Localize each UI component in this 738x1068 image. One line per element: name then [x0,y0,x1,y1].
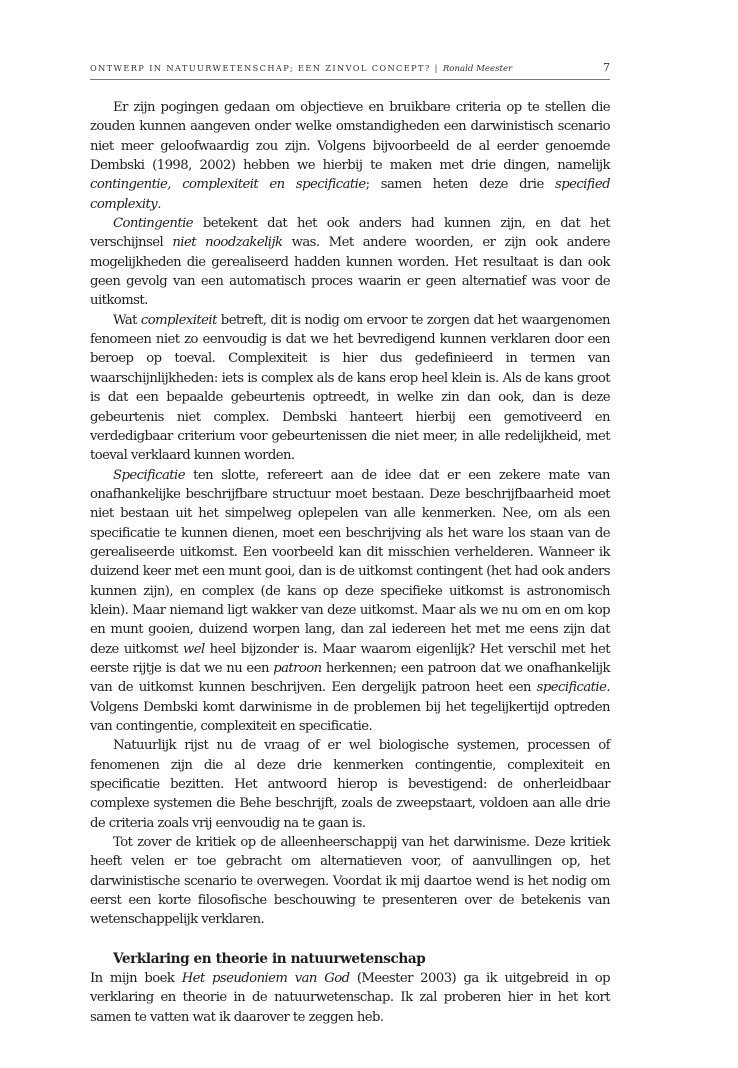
italic-term: Het pseudoniem van God [181,971,350,987]
text-segment: Wat [113,312,141,328]
italic-term: wel [182,641,205,657]
paragraph [90,466,610,737]
text-segment: . Volgens Dembski komt darwinisme in de problemen bij het tegelijkertijd optreden van contingentie, complexiteit en specificatie. [90,680,610,734]
text-segment: In mijn boek [90,971,182,987]
running-head [90,63,610,77]
text-segment: betekent dat het ook anders had kunnen zijn, en dat het verschijnsel [90,216,610,251]
italic-term: specified complexity [90,177,610,212]
running-title: ONTWERP IN NATUURWETENSCHAP; EEN ZINVOL CONCEPT? | [90,63,439,73]
header-rule [90,79,610,80]
text-segment: herkennen; een patroon dat we onafhankelijk van de uitkomst kunnen beschrijven. Een dergelijk patroon heet een [90,660,610,696]
text-segment: ; samen heten deze drie [365,177,555,193]
italic-term: niet noodzakelijk [172,235,283,251]
running-head-author: Ronald Meester [442,64,513,74]
italic-term: contingentie, complexiteit en specificatie [90,177,366,193]
text-segment: . [157,196,161,212]
text-segment: Er zijn pogingen gedaan om objectieve en bruikbare criteria op te stellen die zouden kunnen aangeven onder welke omstandigheden een darwinistisch scenario niet meer geloofwaardig zou zijn. Volgens bijvoorbeeld de al eerder genoemde Dembski (1998, 2002) hebben we hierbij te maken met drie dingen, namelijk [90,100,610,174]
italic-term: specificatie [536,680,607,696]
section-heading: Verklaring en theorie in natuurwetenschap [113,950,426,967]
paragraph [90,98,610,214]
text-segment: heel bijzonder is. Maar waarom eigenlijk? Het verschil met het eerste rijtje is dat we nu een [90,641,610,676]
italic-term: patroon [273,660,322,676]
text-segment: Tot zover de kritiek op de alleenheerschappij van het darwinisme. Deze kritiek heeft velen er toe gebracht om alternatieven voor, of aanvullingen op, het darwinistische scenario te overwegen. Voordat ik mij daartoe wend is het nodig om eerst een korte filosofische beschouwing te presenteren over de betekenis van wetenschappelijk verklaren. [90,835,610,928]
section-paragraph [90,969,610,1027]
italic-term: Contingentie [113,216,193,232]
paragraph [90,214,610,311]
paragraph [90,736,610,833]
italic-term: Specificatie [113,467,185,483]
paragraph [90,311,610,466]
italic-term: complexiteit [140,312,217,328]
body-text [90,98,610,1027]
text-segment: (Meester 2003) ga ik uitgebreid in op verklaring en theorie in de natuurwetenschap. Ik zal proberen hier in het kort samen te vatten wat ik daarover te zeggen heb. [90,971,610,1025]
paragraph [90,833,610,930]
page-number: 7 [603,61,610,74]
text-segment: betreft, dit is nodig om ervoor te zorgen dat het waargenomen fenomeen niet zo eenvoudig is dat we het bevredigend kunnen verklaren door een beroep op toeval. Complexiteit is hier dus gedefinieerd in termen van waarschijnlijkheden: iets is complex als de kans erop heel klein is. Als de kans groot is dat een bepaalde gebeurtenis optreedt, in welke zin dan ook, dan is deze gebeurtenis niet complex. Dembski hanteert hierbij een gemotiveerd en verdedigbaar criterium voor gebeurtenissen die niet meer, in alle redelijkheid, met toeval verklaard kunnen worden. [90,312,610,464]
text-segment: was. Met andere woorden, er zijn ook andere mogelijkheden die gerealiseerd hadden kunnen worden. Het resultaat is dan ook geen gevolg van een automatisch proces waarin er geen alternatief was voor de uitkomst. [90,235,611,309]
text-segment: ten slotte, refereert aan de idee dat er een zekere mate van onafhankelijke beschrijfbare structuur moet bestaan. Deze beschrijfbaarheid moet niet bestaan uit het simpelweg oplepelen van alle kenmerken. Nee, om als een specificatie te kunnen dienen, moet een beschrijving als het ware los staan van de gerealiseerde uitkomst. Een voorbeeld kan dit misschien verhelderen. Wanneer ik duizend keer met een munt gooi, dan is de uitkomst contingent (het had ook anders kunnen zijn), en complex (de kans op deze specifieke uitkomst is astronomisch klein). Maar niemand ligt wakker van deze uitkomst. Maar als we nu om en om kop en munt gooien, duizend worpen lang, dan zal iedereen het met me eens zijn dat deze uitkomst [90,467,610,657]
body-paragraphs [90,98,610,930]
text-segment: Natuurlijk rijst nu de vraag of er wel biologische systemen, processen of fenomenen zijn die al deze drie kenmerken contingentie, complexiteit en specificatie bezitten. Het antwoord hierop is bevestigend: de onherleidbaar complexe systemen die Behe beschrijft, zoals de zweepstaart, voldoen aan alle drie de criteria zoals vrij eenvoudig na te gaan is. [90,738,610,831]
